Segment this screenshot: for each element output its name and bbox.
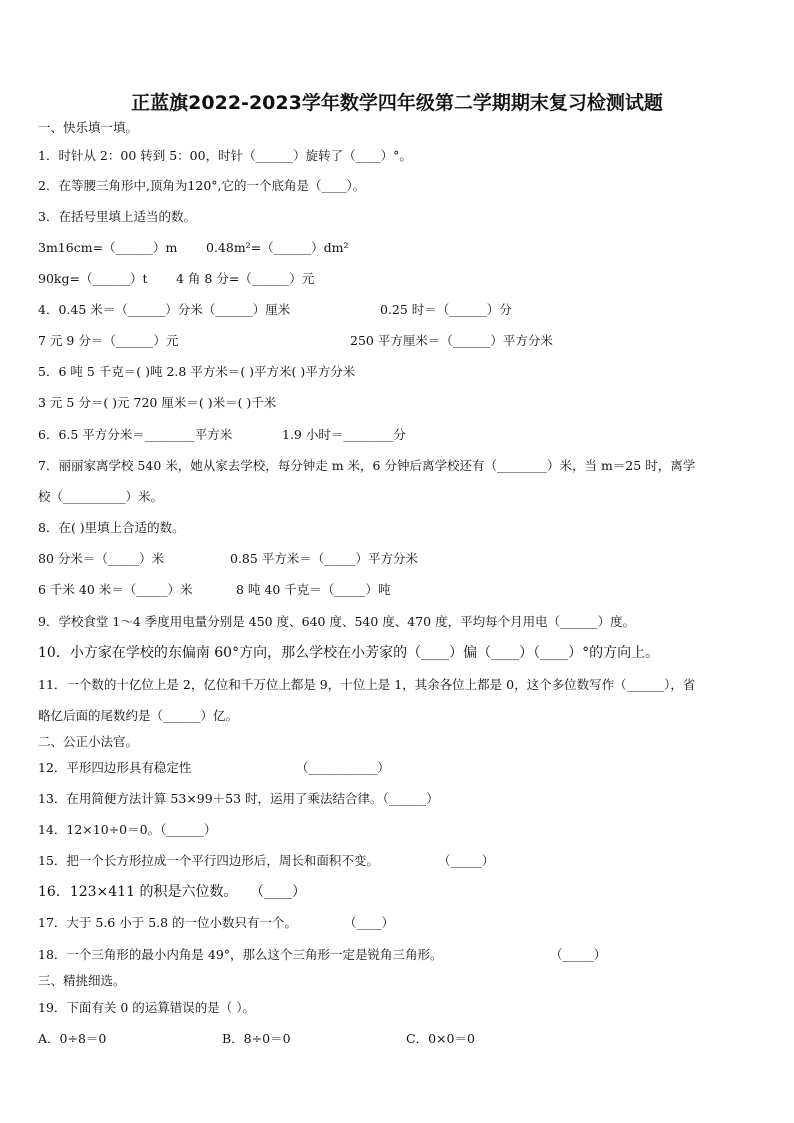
question-18-answer: （_____） [550,947,607,962]
question-11-line-1: 11．一个数的十亿位上是 2，亿位和千万位上都是 9，十位上是 1，其余各位上都是 0，这个多位数写作（______），省 [38,677,696,692]
question-9: 9．学校食堂 1～4 季度用电量分别是 450 度、640 度、540 度、470 度，平均每个月用电（______）度。 [38,614,636,629]
question-8-item-d: 8 吨 40 千克＝（_____）吨 [236,582,391,597]
question-7-line-2: 校（__________）米。 [38,489,164,504]
question-13: 13．在用简便方法计算 53×99＋53 时，运用了乘法结合律。（______） [38,791,439,806]
question-15-answer: （_____） [438,853,495,868]
question-12-answer: （___________） [296,760,390,775]
question-4-item-b: 0.25 时＝（______）分 [380,302,512,317]
option-b: B．8÷0＝0 [222,1031,291,1046]
question-19-options [38,1030,475,1048]
section-heading-1: 一、快乐填一填。 [38,120,139,135]
question-4-item-a: 4．0.45 米＝（______）分米（______）厘米 [38,302,291,317]
question-3-row-2 [38,270,315,288]
page-title: 正蓝旗2022-2023学年数学四年级第二学期期末复习检测试题 [131,92,663,114]
question-8-item-b: 0.85 平方米＝（_____）平方分米 [230,551,419,566]
question-6-item-b: 1.9 小时＝________分 [282,427,406,442]
option-c: C．0×0＝0 [406,1031,475,1046]
question-11-line-2: 略亿后面的尾数约是（______）亿。 [38,708,239,723]
question-15-text: 15．把一个长方形拉成一个平行四边形后，周长和面积不变。 [38,853,379,868]
question-3-item-d: 4 角 8 分=（______）元 [176,271,315,286]
question-3-item-a: 3m16cm=（______）m [38,240,178,255]
question-17 [38,914,395,932]
question-4-item-d: 250 平方厘米＝（______）平方分米 [350,333,553,348]
question-3-item-c: 90kg=（______）t [38,271,148,286]
section-heading-3: 三、精挑细选。 [38,973,126,988]
question-16-text: 16．123×411 的积是六位数。 [38,884,238,900]
question-4-row-2 [38,332,553,350]
option-a: A．0÷8＝0 [38,1031,107,1046]
question-14: 14．12×10÷0＝0。（______） [38,822,217,837]
question-3-row-1 [38,239,349,257]
question-8-row-1 [38,550,419,568]
question-17-text: 17．大于 5.6 小于 5.8 的一位小数只有一个。 [38,915,298,930]
question-5-row-1: 5．6 吨 5 千克＝( )吨 2.8 平方米＝( )平方米( )平方分米 [38,364,356,379]
question-10: 10．小方家在学校的东偏南 60°方向，那么学校在小芳家的（____）偏（____）（____）°的方向上。 [38,645,660,661]
question-3: 3．在括号里填上适当的数。 [38,209,196,224]
question-18-text: 18．一个三角形的最小内角是 49°，那么这个三角形一定是锐角三角形。 [38,947,443,962]
question-1: 1．时针从 2：00 转到 5：00，时针（______）旋转了（____）°。 [38,148,412,163]
question-4-row-1 [38,301,512,319]
question-15 [38,852,495,870]
question-19: 19．下面有关 0 的运算错误的是（ ）。 [38,1000,256,1015]
question-8: 8．在( )里填上合适的数。 [38,520,185,535]
question-5-row-2: 3 元 5 分＝( )元 720 厘米＝( )米＝( )千米 [38,395,277,410]
question-8-row-2 [38,581,391,599]
question-8-item-c: 6 千米 40 米＝（_____）米 [38,582,193,597]
section-heading-2: 二、公正小法官。 [38,734,139,749]
question-8-item-a: 80 分米＝（_____）米 [38,551,165,566]
question-16-answer: （____） [250,884,306,900]
question-17-answer: （____） [344,915,395,930]
question-18 [38,946,607,964]
question-3-item-b: 0.48m²=（______）dm² [206,240,349,255]
question-12-text: 12．平形四边形具有稳定性 [38,760,192,775]
question-6-item-a: 6．6.5 平方分米＝________平方米 [38,427,233,442]
question-16 [38,883,306,901]
question-12 [38,759,390,777]
question-2: 2．在等腰三角形中,顶角为120°,它的一个底角是（____）。 [38,178,366,193]
question-4-item-c: 7 元 9 分＝（______）元 [38,333,179,348]
question-6 [38,426,406,444]
question-7-line-1: 7．丽丽家离学校 540 米，她从家去学校，每分钟走 m 米，6 分钟后离学校还有（________）米，当 m＝25 时，离学 [38,458,696,473]
